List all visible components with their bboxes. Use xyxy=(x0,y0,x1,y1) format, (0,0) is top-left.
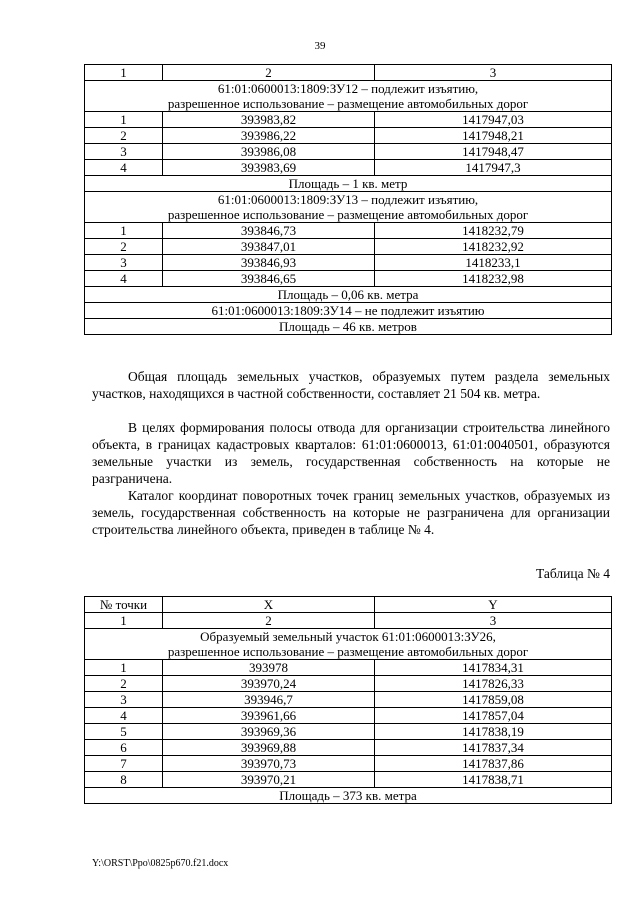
section-title-zu13 xyxy=(85,192,612,223)
column-number: 3 xyxy=(375,613,612,629)
point-number: 8 xyxy=(85,772,163,788)
area-row xyxy=(85,176,612,192)
table-row xyxy=(85,676,612,692)
y-value: 1417826,33 xyxy=(375,676,612,692)
section-title-zu26 xyxy=(85,629,612,660)
column-header-point: № точки xyxy=(85,597,163,613)
table-row xyxy=(85,756,612,772)
x-value: 393986,08 xyxy=(163,144,375,160)
file-path-footer: Y:\ORST\Ppo\0825p670.f21.docx xyxy=(92,858,229,869)
x-value: 393961,66 xyxy=(163,708,375,724)
paragraph-right-of-way: В целях формирования полосы отвода для организации строительства линейного объекта, в границах кадастровых кварталов: 61:01:0600013, 61:01:0040501, образуются земельные участки из земель, государственная собственность на которые не разграничена. xyxy=(92,420,610,486)
section-title-zu12 xyxy=(85,81,612,112)
y-value: 1417857,04 xyxy=(375,708,612,724)
table-caption: Таблица № 4 xyxy=(536,566,610,581)
area-zu13: Площадь – 0,06 кв. метра xyxy=(85,287,612,303)
point-number: 2 xyxy=(85,239,163,255)
table-row xyxy=(85,160,612,176)
point-number: 1 xyxy=(85,660,163,676)
column-header-x: X xyxy=(163,597,375,613)
paragraph-total-area: Общая площадь земельных участков, образуемых путем раздела земельных участков, находящихся в частной собственности, составляет 21 504 кв. метра. xyxy=(92,369,610,401)
column-number: 2 xyxy=(163,613,375,629)
table-row xyxy=(85,660,612,676)
y-value: 1418232,92 xyxy=(375,239,612,255)
table-row xyxy=(85,271,612,287)
point-number: 1 xyxy=(85,223,163,239)
y-value: 1417838,71 xyxy=(375,772,612,788)
y-value: 1417859,08 xyxy=(375,692,612,708)
table-row xyxy=(85,255,612,271)
section-title-row xyxy=(85,192,612,223)
x-value: 393846,93 xyxy=(163,255,375,271)
table-row xyxy=(85,740,612,756)
header-cell: 3 xyxy=(375,65,612,81)
section-title-line: 61:01:0600013:1809:ЗУ13 – подлежит изъятию, xyxy=(217,192,479,207)
column-number-row xyxy=(85,613,612,629)
section-title-line: Образуемый земельный участок 61:01:0600013:ЗУ26, xyxy=(200,629,496,644)
table-row xyxy=(85,112,612,128)
x-value: 393847,01 xyxy=(163,239,375,255)
point-number: 2 xyxy=(85,128,163,144)
x-value: 393846,73 xyxy=(163,223,375,239)
section-title-row xyxy=(85,303,612,319)
table-header-row xyxy=(85,65,612,81)
table-row xyxy=(85,223,612,239)
point-number: 7 xyxy=(85,756,163,772)
header-cell: 1 xyxy=(85,65,163,81)
point-number: 4 xyxy=(85,708,163,724)
point-number: 1 xyxy=(85,112,163,128)
point-number: 6 xyxy=(85,740,163,756)
section-title-line: разрешенное использование – размещение автомобильных дорог xyxy=(167,96,529,111)
section-title-line: 61:01:0600013:1809:ЗУ12 – подлежит изъятию, xyxy=(217,81,479,96)
y-value: 1417837,34 xyxy=(375,740,612,756)
point-number: 3 xyxy=(85,692,163,708)
table-header-row xyxy=(85,597,612,613)
column-number: 1 xyxy=(85,613,163,629)
section-title-row xyxy=(85,629,612,660)
x-value: 393986,22 xyxy=(163,128,375,144)
y-value: 1418232,79 xyxy=(375,223,612,239)
table-row xyxy=(85,144,612,160)
table-row xyxy=(85,128,612,144)
y-value: 1417947,3 xyxy=(375,160,612,176)
section-title-zu14: 61:01:0600013:1809:ЗУ14 – не подлежит изъятию xyxy=(85,303,612,319)
paragraph-catalog-reference: Каталог координат поворотных точек границ земельных участков, образуемых из земель, государственная собственность на которые не разграничена для организации строительства линейного объекта, приведен в таблице № 4. xyxy=(92,488,610,537)
section-title-row xyxy=(85,81,612,112)
x-value: 393946,7 xyxy=(163,692,375,708)
table-row xyxy=(85,724,612,740)
x-value: 393970,24 xyxy=(163,676,375,692)
y-value: 1417947,03 xyxy=(375,112,612,128)
point-number: 4 xyxy=(85,271,163,287)
y-value: 1417837,86 xyxy=(375,756,612,772)
y-value: 1418232,98 xyxy=(375,271,612,287)
area-zu26: Площадь – 373 кв. метра xyxy=(85,788,612,804)
x-value: 393846,65 xyxy=(163,271,375,287)
point-number: 3 xyxy=(85,255,163,271)
column-header-y: Y xyxy=(375,597,612,613)
point-number: 2 xyxy=(85,676,163,692)
table-row xyxy=(85,772,612,788)
area-zu14: Площадь – 46 кв. метров xyxy=(85,319,612,335)
area-zu12: Площадь – 1 кв. метр xyxy=(85,176,612,192)
coordinates-table-zu26 xyxy=(84,596,612,804)
x-value: 393970,73 xyxy=(163,756,375,772)
area-row xyxy=(85,319,612,335)
y-value: 1417838,19 xyxy=(375,724,612,740)
area-row xyxy=(85,788,612,804)
x-value: 393983,82 xyxy=(163,112,375,128)
coordinates-table-zu12-zu14 xyxy=(84,64,612,335)
y-value: 1418233,1 xyxy=(375,255,612,271)
x-value: 393983,69 xyxy=(163,160,375,176)
section-title-line: разрешенное использование – размещение автомобильных дорог xyxy=(167,644,529,659)
point-number: 4 xyxy=(85,160,163,176)
x-value: 393969,88 xyxy=(163,740,375,756)
area-row xyxy=(85,287,612,303)
table-row xyxy=(85,708,612,724)
table-row xyxy=(85,239,612,255)
y-value: 1417948,47 xyxy=(375,144,612,160)
page-number: 39 xyxy=(314,40,326,52)
x-value: 393970,21 xyxy=(163,772,375,788)
header-cell: 2 xyxy=(163,65,375,81)
x-value: 393969,36 xyxy=(163,724,375,740)
section-title-line: разрешенное использование – размещение автомобильных дорог xyxy=(167,207,529,222)
table-row xyxy=(85,692,612,708)
y-value: 1417834,31 xyxy=(375,660,612,676)
point-number: 3 xyxy=(85,144,163,160)
y-value: 1417948,21 xyxy=(375,128,612,144)
point-number: 5 xyxy=(85,724,163,740)
x-value: 393978 xyxy=(163,660,375,676)
